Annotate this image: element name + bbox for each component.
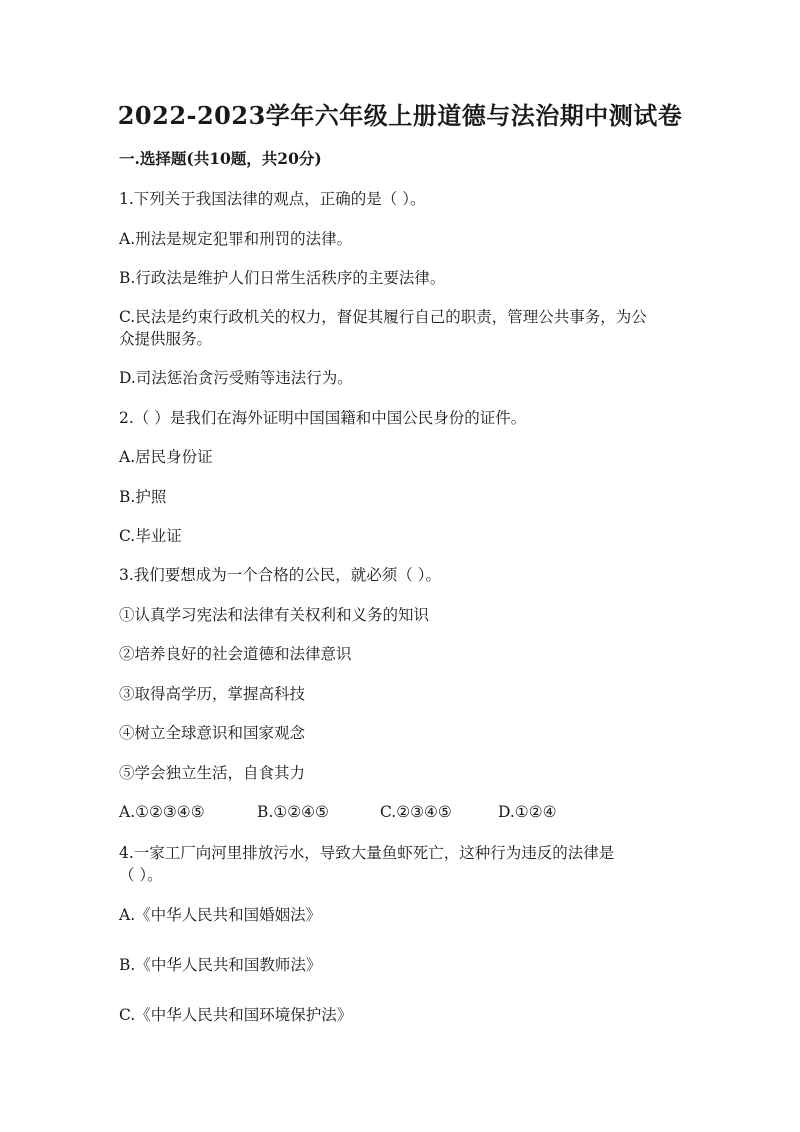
question-3-statement-5: ⑤学会独立生活，自食其力 xyxy=(119,764,306,782)
question-3-statement-3: ③取得高学历，掌握高科技 xyxy=(119,685,306,703)
exam-title: 2022-2023学年六年级上册道德与法治期中测试卷 xyxy=(117,101,683,130)
question-3-option-d: D.①②④ xyxy=(498,803,557,821)
question-3-statement-4: ④树立全球意识和国家观念 xyxy=(119,724,306,742)
question-1-option-c-line2: 众提供服务。 xyxy=(119,330,213,348)
question-1-option-d: D.司法惩治贪污受贿等违法行为。 xyxy=(119,369,353,387)
question-2-option-c: C.毕业证 xyxy=(119,527,182,545)
question-3-statement-2: ②培养良好的社会道德和法律意识 xyxy=(119,645,352,663)
section-heading: 一.选择题(共10题，共20分) xyxy=(119,149,322,168)
question-2-option-a: A.居民身份证 xyxy=(119,448,213,466)
question-1-option-c-line1: C.民法是约束行政机关的权力，督促其履行自己的职责，管理公共事务，为公 xyxy=(119,308,647,326)
question-1-option-a: A.刑法是规定犯罪和刑罚的法律。 xyxy=(119,230,353,248)
question-1-stem: 1.下列关于我国法律的观点，正确的是（ ）。 xyxy=(119,190,426,208)
question-4-option-a: A.《中华人民共和国婚姻法》 xyxy=(119,906,322,924)
question-1-option-b: B.行政法是维护人们日常生活秩序的主要法律。 xyxy=(119,269,446,287)
question-3-option-c: C.②③④⑤ xyxy=(380,803,452,821)
question-4-stem-line1: 4.一家工厂向河里排放污水，导致大量鱼虾死亡，这种行为违反的法律是 xyxy=(119,844,615,862)
question-3-option-b: B.①②④⑤ xyxy=(257,803,329,821)
question-4-stem-line2: （ ）。 xyxy=(119,866,163,884)
question-2-option-b: B.护照 xyxy=(119,488,167,506)
question-3-stem: 3.我们要想成为一个合格的公民，就必须（ ）。 xyxy=(119,566,441,584)
question-3-option-a: A.①②③④⑤ xyxy=(119,803,205,821)
question-3-statement-1: ①认真学习宪法和法律有关权利和义务的知识 xyxy=(119,606,430,624)
question-4-option-c: C.《中华人民共和国环境保护法》 xyxy=(119,1006,353,1024)
question-4-option-b: B.《中华人民共和国教师法》 xyxy=(119,956,322,974)
question-2-stem: 2.（ ）是我们在海外证明中国国籍和中国公民身份的证件。 xyxy=(119,409,527,427)
